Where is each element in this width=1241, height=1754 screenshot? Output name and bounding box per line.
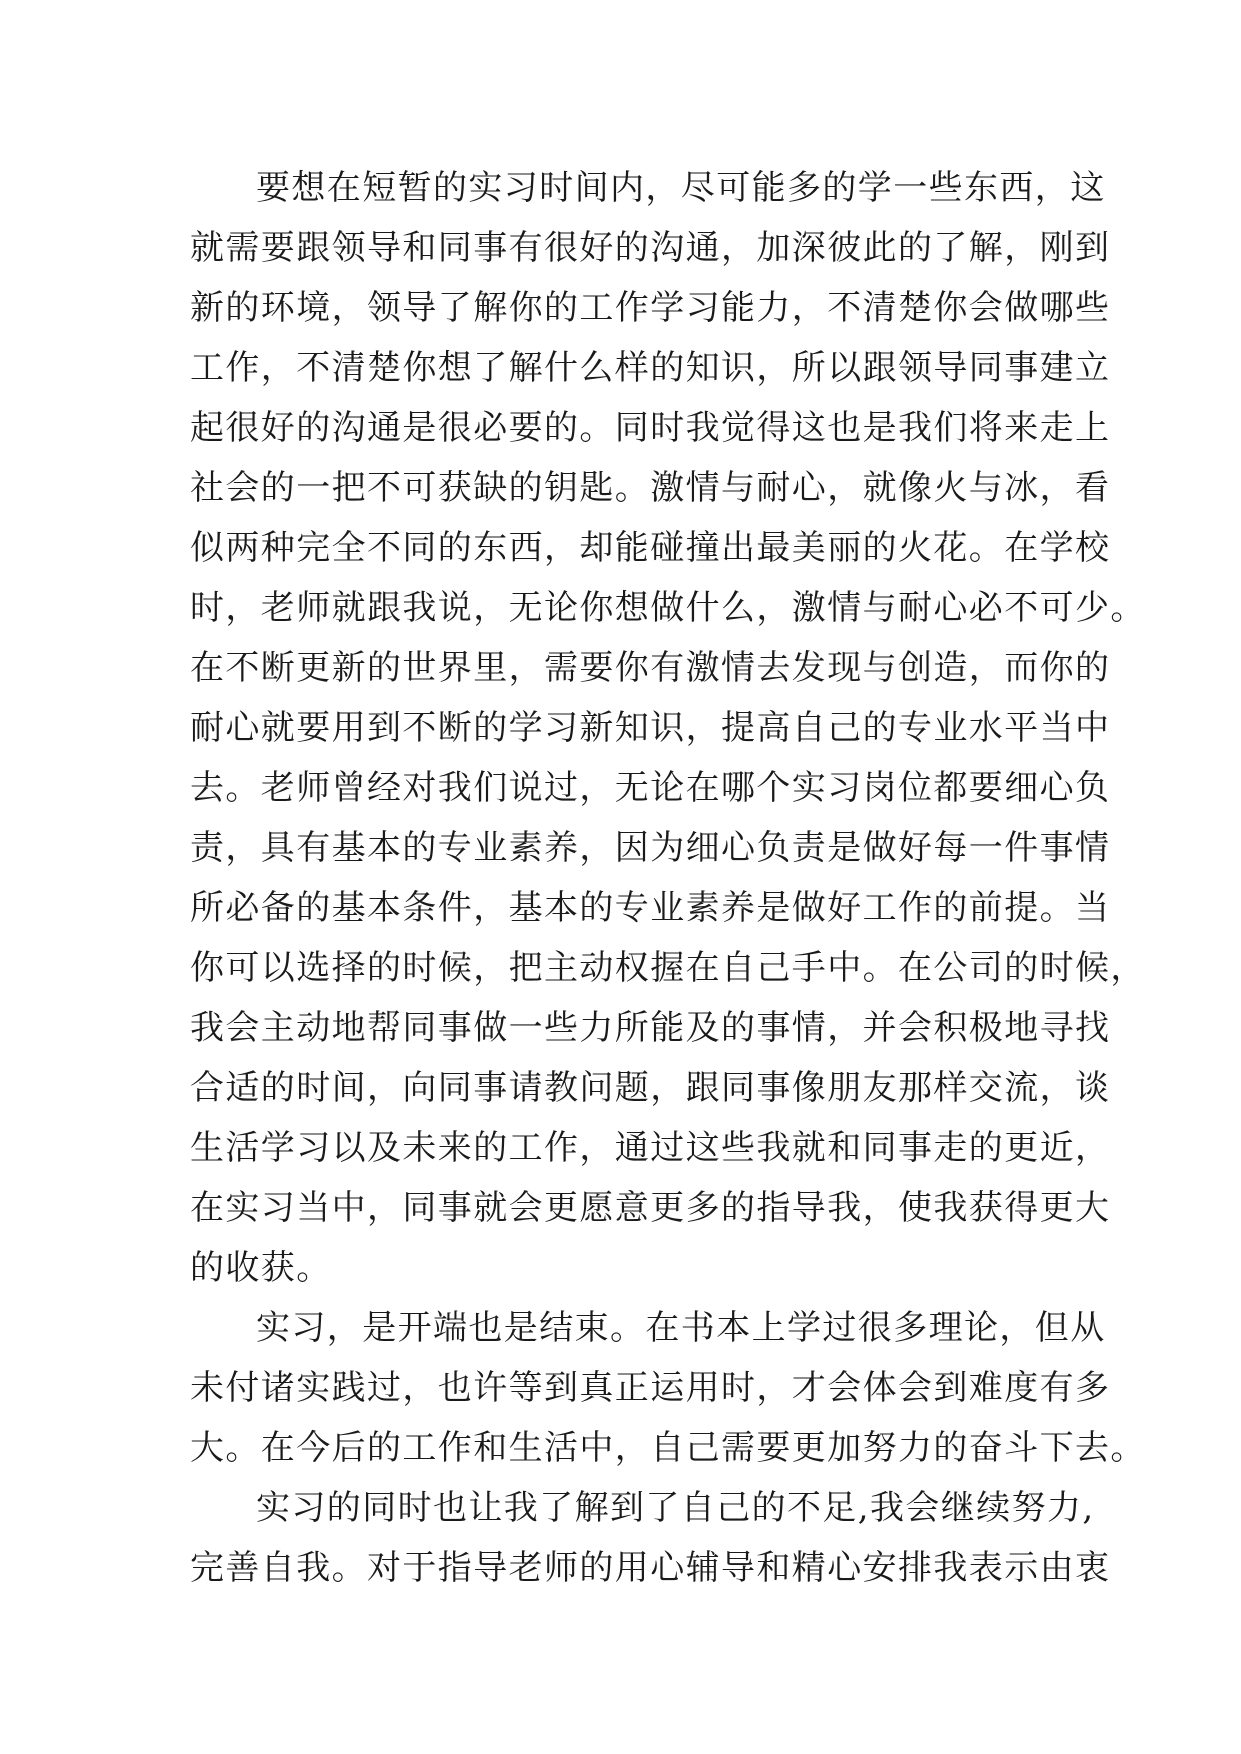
paragraph-1-line-15: 我会主动地帮同事做一些力所能及的事情，并会积极地寻找 [190,1008,1111,1048]
paragraph-3-line-2: 完善自我。对于指导老师的用心辅导和精心安排我表示由衷 [190,1548,1111,1588]
paragraph-1-line-11: 去。老师曾经对我们说过，无论在哪个实习岗位都要细心负 [190,768,1111,808]
paragraph-1-line-17: 生活学习以及未来的工作，通过这些我就和同事走的更近， [190,1128,1111,1168]
paragraph-1-line-8: 时，老师就跟我说，无论你想做什么，激情与耐心必不可少。 [190,588,1146,628]
body-text [190,158,1146,1598]
paragraph-1-line-13: 所必备的基本条件，基本的专业素养是做好工作的前提。当 [190,888,1111,928]
paragraph-1-line-18: 在实习当中，同事就会更愿意更多的指导我，使我获得更大 [190,1188,1111,1228]
paragraph-1-line-4: 工作，不清楚你想了解什么样的知识，所以跟领导同事建立 [190,348,1111,388]
paragraph-1-line-7: 似两种完全不同的东西，却能碰撞出最美丽的火花。在学校 [190,528,1111,568]
paragraph-1-line-2: 就需要跟领导和同事有很好的沟通，加深彼此的了解，刚到 [190,228,1111,268]
paragraph-1-line-16: 合适的时间，向同事请教问题，跟同事像朋友那样交流，谈 [190,1068,1111,1108]
paragraph-2-line-1: 实习，是开端也是结束。在书本上学过很多理论，但从 [256,1308,1106,1348]
paragraph-1-line-3: 新的环境，领导了解你的工作学习能力，不清楚你会做哪些 [190,288,1111,328]
paragraph-1-line-19: 的收获。 [190,1248,332,1288]
paragraph-1-line-12: 责，具有基本的专业素养，因为细心负责是做好每一件事情 [190,828,1111,868]
paragraph-1-line-14: 你可以选择的时候，把主动权握在自己手中。在公司的时候， [190,948,1146,988]
paragraph-2-line-2: 未付诸实践过，也许等到真正运用时，才会体会到难度有多 [190,1368,1111,1408]
paragraph-1-line-6: 社会的一把不可获缺的钥匙。激情与耐心，就像火与冰，看 [190,468,1111,508]
paragraph-1-line-10: 耐心就要用到不断的学习新知识，提高自己的专业水平当中 [190,708,1111,748]
paragraph-1-line-1: 要想在短暂的实习时间内，尽可能多的学一些东西，这 [256,168,1106,208]
paragraph-1-line-5: 起很好的沟通是很必要的。同时我觉得这也是我们将来走上 [190,408,1111,448]
paragraph-1-line-9: 在不断更新的世界里，需要你有激情去发现与创造，而你的 [190,648,1111,688]
paragraph-2-line-3: 大。在今后的工作和生活中，自己需要更加努力的奋斗下去。 [190,1428,1146,1468]
paragraph-3-line-1: 实习的同时也让我了解到了自己的不足,我会继续努力, [256,1488,1095,1528]
